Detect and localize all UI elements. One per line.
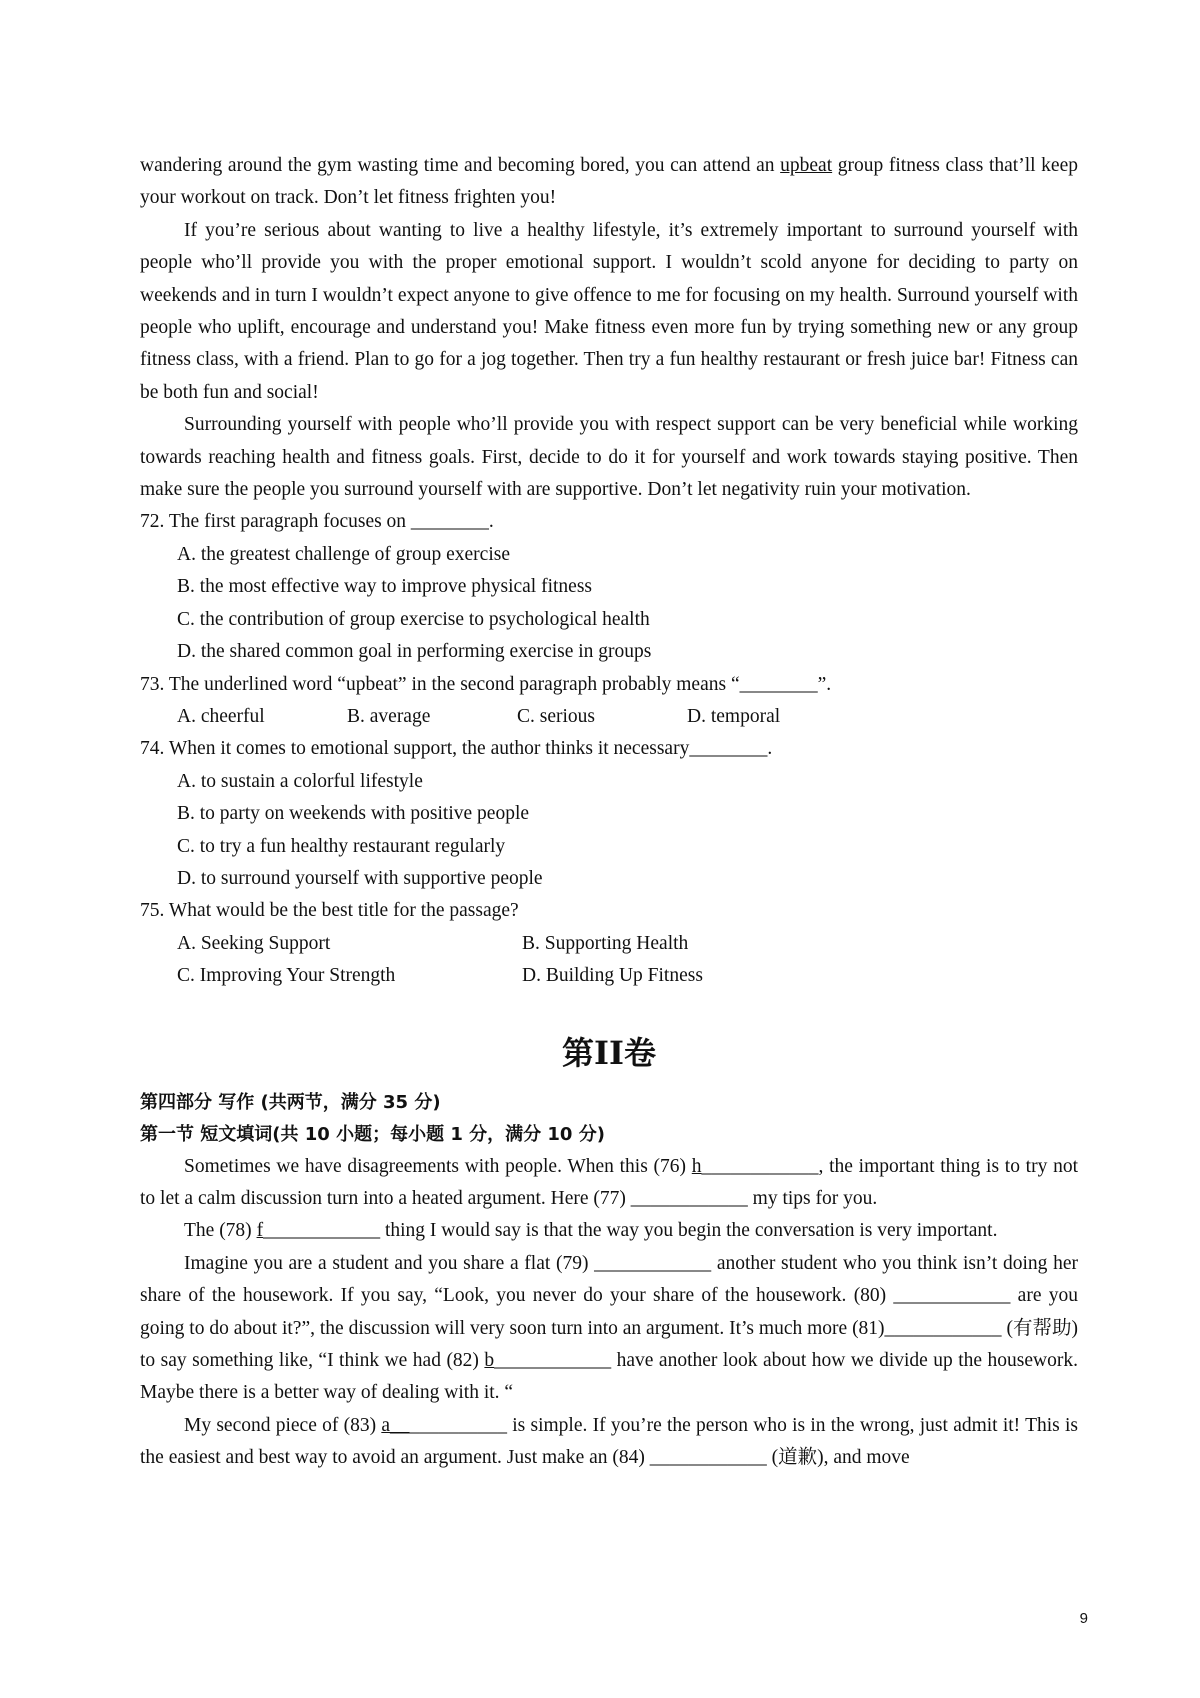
options-row xyxy=(140,928,1078,960)
blank-hint-letter: h xyxy=(691,1155,702,1177)
question-stem: 75. What would be the best title for the passage? xyxy=(140,900,519,922)
text-segment: ____________, the important thing is to try not to let a calm discussion turn into a heated argument. Here (77) ____________ my tips for you. xyxy=(140,1155,1078,1209)
underlined-word: upbeat xyxy=(780,155,833,176)
options-row xyxy=(140,701,1078,733)
blank-hint-letter: f xyxy=(256,1220,264,1242)
option-d: D. the shared common goal in performing exercise in groups xyxy=(177,641,652,663)
text-segment: __________ is simple. If you’re the person who is in the wrong, just admit it! This is the easiest and best way to avoid an argument. Just make an (84) ____________ (道歉), and move xyxy=(140,1414,1078,1469)
option-b: B. average xyxy=(347,705,431,727)
option-c: C. the contribution of group exercise to psychological health xyxy=(177,608,650,630)
options-row xyxy=(140,960,1078,992)
text-segment: ____________ thing I would say is that the way you begin the conversation is very important. xyxy=(263,1220,998,1242)
part-heading: 第四部分 写作 (共两节，满分 35 分) xyxy=(140,1091,441,1113)
text-segment: wandering around the gym wasting time and becoming bored, you can attend an xyxy=(140,155,781,176)
option-d: D. temporal xyxy=(687,705,781,727)
option-d: D. Building Up Fitness xyxy=(522,965,703,987)
cloze-paragraph-1 xyxy=(140,1151,1078,1216)
page-number: 9 xyxy=(1079,1610,1088,1627)
section-title: 第II卷 xyxy=(562,1033,656,1072)
passage-paragraph-1 xyxy=(140,150,1078,215)
blank-hint-letter: a__ xyxy=(381,1414,410,1436)
question-stem: 72. The first paragraph focuses on ________. xyxy=(140,511,494,533)
option-a: A. to sustain a colorful lifestyle xyxy=(177,770,423,792)
option-a: A. cheerful xyxy=(177,705,265,727)
exam-page xyxy=(140,150,1078,1475)
cloze-paragraph-2 xyxy=(140,1215,1078,1247)
passage-paragraph-3: Surrounding yourself with people who’ll provide you with respect support can be very beneficial while working towards reaching health and fitness goals. First, decide to do it for yourself and work towards staying positive. Then make sure the people you surround yourself with are supportive. Don’t let negativity ruin your motivation. xyxy=(140,414,1078,501)
sub-heading: 第一节 短文填词(共 10 小题；每小题 1 分，满分 10 分) xyxy=(140,1123,605,1145)
option-c: C. Improving Your Strength xyxy=(177,965,396,987)
blank-hint-letter: b xyxy=(484,1350,495,1371)
text-segment: Sometimes we have disagreements with people. When this (76) xyxy=(184,1155,692,1177)
text-segment: ____________ have another look about how we divide up the housework. Maybe there is a better way of dealing with it. “ xyxy=(140,1350,1078,1404)
question-73 xyxy=(140,669,1078,734)
option-b: B. Supporting Health xyxy=(522,932,689,954)
passage-paragraph-2: If you’re serious about wanting to live a healthy lifestyle, it’s extremely important to surround yourself with people who’ll provide you with the proper emotional support. I wouldn’t scold anyone for deciding to party on weekends and in turn I wouldn’t expect anyone to give offence to me for focusing on my health. Surround yourself with people who uplift, encourage and understand you! Make fitness even more fun by trying something new or any group fitness class, with a friend. Plan to go for a jog together. Then try a fun healthy restaurant or fresh juice bar! Fitness can be both fun and social! xyxy=(140,219,1078,403)
text-segment: My second piece of (83) xyxy=(184,1414,382,1436)
text-segment: Imagine you are a student and you share a flat (79) ____________ another student who you think isn’t doing her share of the housework. If you say, “Look, you never do your share of the housework. (80) ____________ are you going to do about it?”, the discussion will very soon turn into an argument. It’s much more (81)____________ (有帮助) to say something like, “I think we had (82) xyxy=(140,1252,1078,1371)
cloze-paragraph-3 xyxy=(140,1248,1078,1410)
option-c: C. to try a fun healthy restaurant regularly xyxy=(177,835,506,857)
option-b: B. to party on weekends with positive people xyxy=(177,803,530,825)
question-72 xyxy=(140,506,1078,668)
cloze-paragraph-4 xyxy=(140,1410,1078,1475)
text-segment: group fitness class that’ll keep your workout on track. Don’t let fitness frighten you! xyxy=(140,155,1078,209)
question-75 xyxy=(140,895,1078,992)
option-d: D. to surround yourself with supportive people xyxy=(177,867,543,889)
question-stem: 74. When it comes to emotional support, the author thinks it necessary________. xyxy=(140,738,773,760)
option-c: C. serious xyxy=(517,705,595,727)
option-b: B. the most effective way to improve physical fitness xyxy=(177,576,593,598)
question-74 xyxy=(140,733,1078,895)
option-a: A. Seeking Support xyxy=(177,932,331,954)
option-a: A. the greatest challenge of group exercise xyxy=(177,543,510,565)
text-segment: The (78) xyxy=(184,1220,257,1242)
question-stem: 73. The underlined word “upbeat” in the second paragraph probably means “________”. xyxy=(140,673,832,695)
